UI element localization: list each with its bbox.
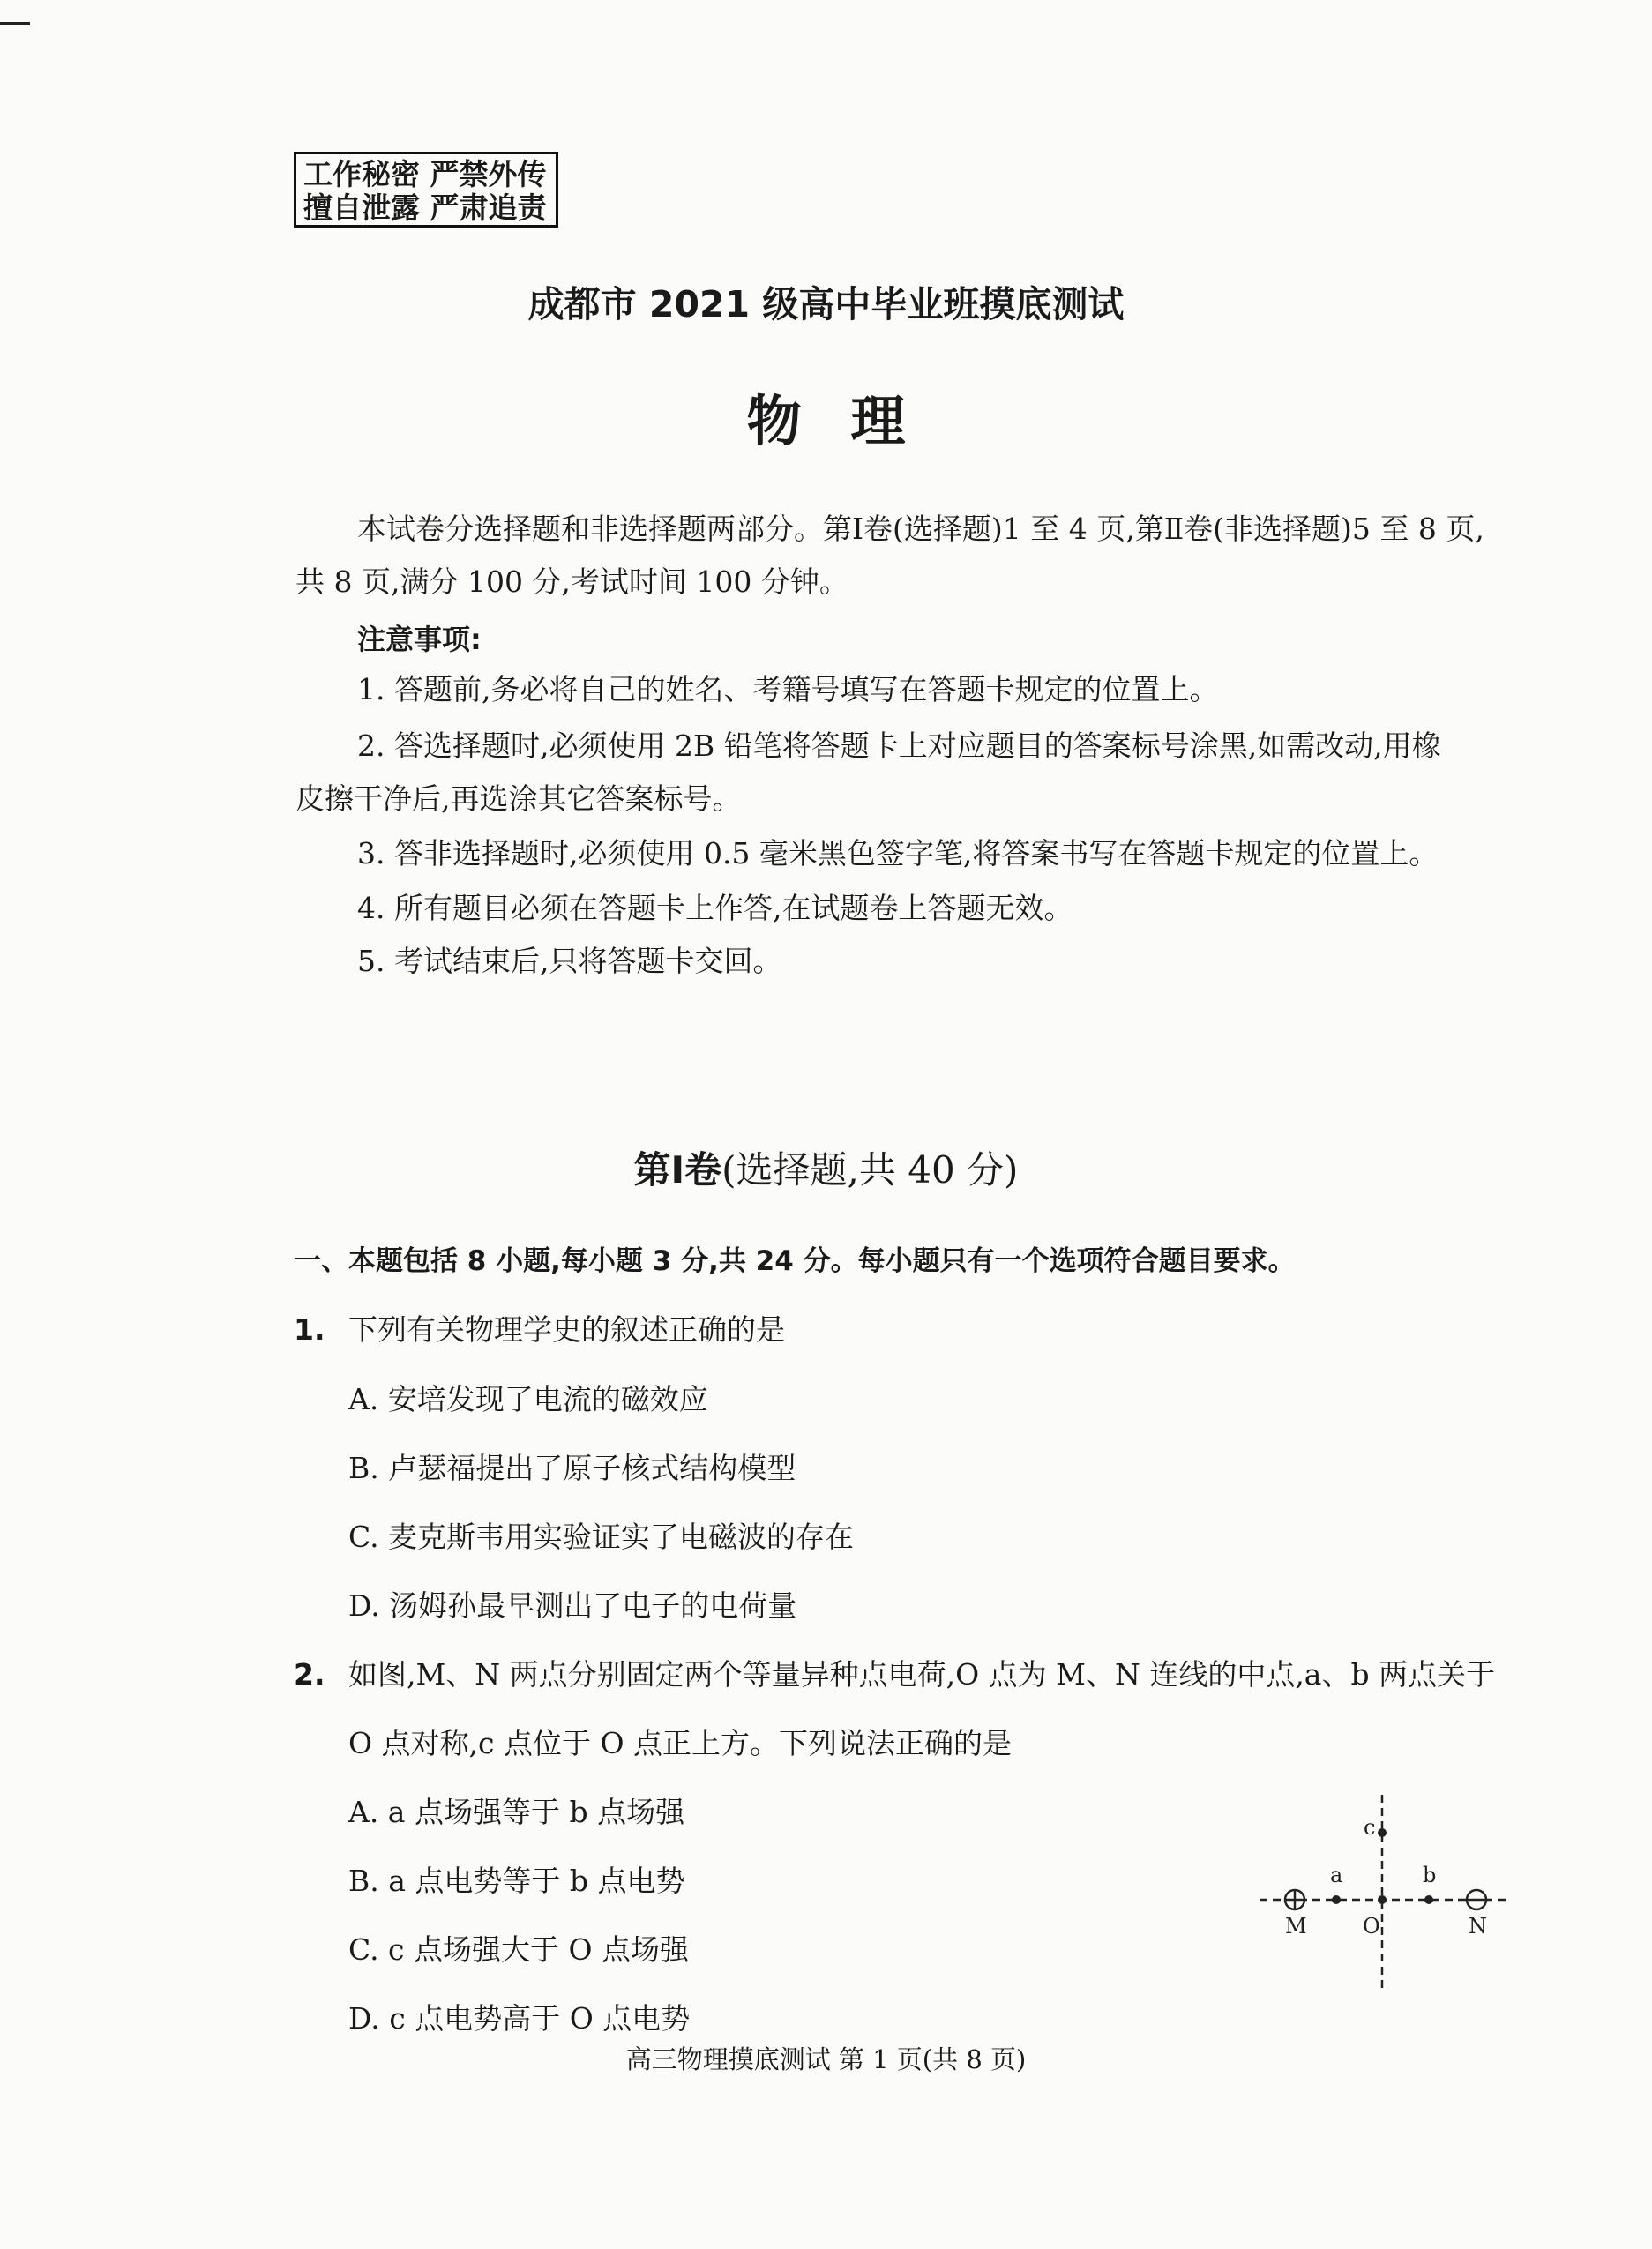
part-1-desc: (选择题,共 40 分) (721, 1148, 1019, 1192)
point-c (1378, 1828, 1387, 1837)
confidential-stamp (294, 152, 558, 228)
notice-item-3: 3. 答非选择题时,必须使用 0.5 毫米黑色签字笔,将答案书写在答题卡规定的位置上。 (357, 836, 1439, 870)
question-2-option-d: D. c 点电势高于 O 点电势 (348, 2001, 691, 2036)
stamp-line-2: 擅自泄露 严肃追责 (303, 191, 547, 225)
notice-item-4: 4. 所有题目必须在答题卡上作答,在试题卷上答题无效。 (357, 891, 1073, 925)
notice-item-2-cont: 皮擦干净后,再选涂其它答案标号。 (295, 781, 742, 816)
label-c: c (1364, 1815, 1376, 1840)
question-1-option-c: C. 麦克斯韦用实验证实了电磁波的存在 (348, 1520, 855, 1554)
label-m: M (1285, 1914, 1307, 1939)
question-2-stem (294, 1657, 1495, 1692)
question-2-option-c: C. c 点场强大于 O 点场强 (348, 1932, 690, 1967)
point-b (1424, 1895, 1433, 1904)
question-2-number: 2. (294, 1657, 325, 1692)
label-a: a (1330, 1863, 1343, 1887)
exam-title: 成都市 2021 级高中毕业班摸底测试 (527, 283, 1125, 325)
question-2-option-b: B. a 点电势等于 b 点电势 (348, 1864, 685, 1898)
notice-item-5: 5. 考试结束后,只将答题卡交回。 (357, 944, 782, 978)
corner-mark (0, 22, 30, 25)
page-footer: 高三物理摸底测试 第 1 页(共 8 页) (625, 2044, 1027, 2074)
label-o: O (1363, 1914, 1380, 1939)
question-1-stem (294, 1312, 785, 1348)
point-a (1332, 1895, 1341, 1904)
stamp-line-1: 工作秘密 严禁外传 (303, 157, 547, 191)
question-2-text-1: 如图,M、N 两点分别固定两个等量异种点电荷,O 点为 M、N 连线的中点,a、b 两点关于 (348, 1657, 1496, 1692)
part-1-label: 第Ⅰ卷 (633, 1148, 722, 1192)
question-1-option-b: B. 卢瑟福提出了原子核式结构模型 (348, 1451, 796, 1485)
point-o (1378, 1895, 1387, 1904)
question-1-number: 1. (294, 1312, 325, 1347)
section-1-heading: 一、本题包括 8 小题,每小题 3 分,共 24 分。每小题只有一个选项符合题目要求。 (294, 1245, 1296, 1277)
question-1-option-a: A. 安培发现了电流的磁效应 (348, 1382, 708, 1416)
question-1-option-d: D. 汤姆孙最早测出了电子的电荷量 (348, 1588, 797, 1623)
label-n: N (1469, 1914, 1487, 1939)
intro-line-2: 共 8 页,满分 100 分,考试时间 100 分钟。 (295, 564, 848, 599)
notice-item-2: 2. 答选择题时,必须使用 2B 铅笔将答题卡上对应题目的答案标号涂黑,如需改动,用橡 (357, 728, 1441, 763)
notice-heading: 注意事项: (357, 623, 482, 656)
subject-title: 物理 (746, 389, 955, 453)
part-1-title (0, 1148, 1652, 1192)
charge-diagram (1252, 1790, 1526, 2002)
question-1-text: 下列有关物理学史的叙述正确的是 (348, 1312, 785, 1347)
question-2-option-a: A. a 点场强等于 b 点场强 (348, 1795, 685, 1829)
label-b: b (1423, 1863, 1437, 1887)
notice-item-1: 1. 答题前,务必将自己的姓名、考籍号填写在答题卡规定的位置上。 (357, 672, 1219, 706)
question-2-text-2: O 点对称,c 点位于 O 点正上方。下列说法正确的是 (348, 1726, 1013, 1760)
intro-line-1: 本试卷分选择题和非选择题两部分。第Ⅰ卷(选择题)1 至 4 页,第Ⅱ卷(非选择题)5 至 8 页, (357, 512, 1484, 546)
